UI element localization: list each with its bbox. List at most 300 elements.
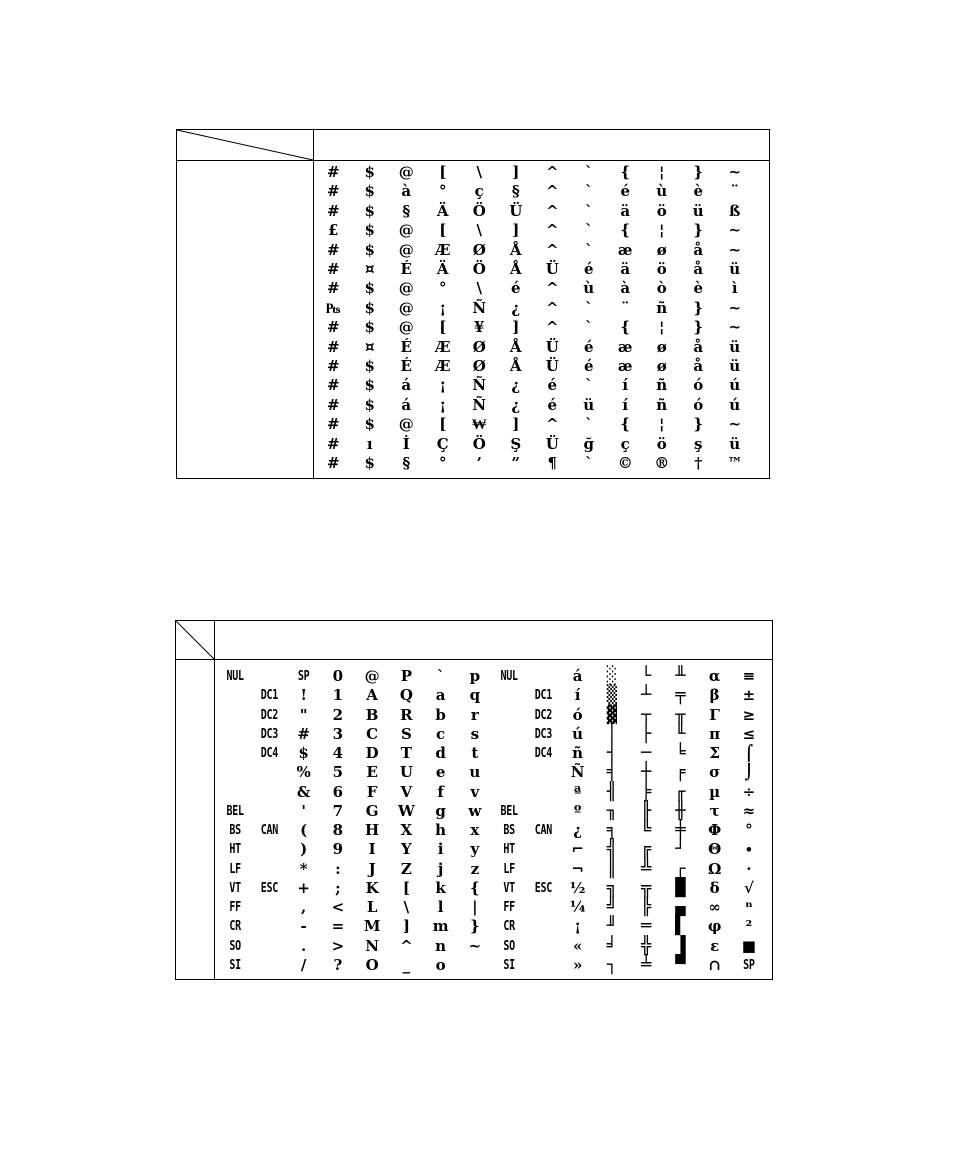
- table2-cell-r10-c5: Z: [400, 859, 412, 878]
- table2-cell-r4-c2: $: [298, 744, 309, 762]
- table1-cell-r4-c7: `: [585, 240, 593, 259]
- table2-cell-r9-c10: ⌐: [571, 840, 584, 859]
- table2-cell-r7-c5: W: [397, 801, 415, 820]
- table2-cell-r4-c3: 4: [332, 744, 344, 762]
- table1-cell-r8-c7: `: [585, 318, 593, 337]
- table2-cell-r8-c2: (: [300, 821, 308, 839]
- table2-cell-r9-c6: i: [437, 840, 444, 859]
- table2-cell-r6-c10: ª: [573, 782, 582, 801]
- table2-cell-r13-c7: }: [470, 917, 480, 936]
- table2-cell-r10-c11: ║: [606, 858, 617, 879]
- table1-cell-r12-c4: Ñ: [472, 395, 487, 414]
- table2-cell-r3-c13: ╙: [675, 723, 686, 744]
- table1-cell-r2-c1: $: [364, 201, 375, 220]
- table1-cell-r12-c11: ú: [729, 395, 741, 414]
- table2-cell-r12-c5: \: [403, 898, 410, 916]
- table2-cell-r1-c14: β: [709, 686, 720, 705]
- table1-cell-r13-c3: [: [439, 415, 447, 434]
- table1-cell-r15-c4: ’: [476, 454, 482, 472]
- table1-cell-r0-c1: $: [364, 163, 375, 181]
- table-1-label-column-rule: [313, 130, 314, 478]
- table2-cell-r11-c2: +: [297, 878, 310, 897]
- table2-cell-r15-c6: o: [435, 955, 446, 974]
- table2-cell-r1-c12: ┴: [641, 685, 652, 706]
- table1-cell-r14-c11: ü: [729, 434, 741, 453]
- table2-cell-r14-c6: n: [435, 936, 447, 955]
- table2-cell-r0-c5: P: [400, 667, 413, 685]
- table2-cell-r2-c2: ": [299, 705, 308, 724]
- table1-cell-r0-c11: ~: [728, 163, 742, 181]
- table2-cell-r11-c5: [: [402, 878, 410, 897]
- table1-cell-r11-c11: ú: [729, 376, 741, 395]
- table1-cell-r11-c1: $: [364, 376, 375, 395]
- table1-cell-r0-c3: [: [439, 163, 447, 181]
- table2-cell-r10-c6: j: [437, 859, 444, 878]
- table1-cell-r9-c6: Ü: [545, 337, 559, 356]
- table2-cell-r8-c15: °: [745, 821, 753, 839]
- table1-cell-r9-c2: É: [400, 337, 412, 356]
- table2-cell-r3-c9: DC3: [534, 726, 552, 742]
- table2-cell-r9-c15: ∙: [744, 840, 753, 859]
- table1-cell-r7-c0: ₧: [325, 298, 341, 317]
- table2-cell-r3-c12: ├: [641, 723, 652, 744]
- table1-cell-r12-c0: #: [326, 395, 340, 414]
- table1-cell-r0-c9: ¦: [659, 163, 665, 181]
- table1-cell-r1-c4: ç: [474, 182, 484, 201]
- table2-cell-r11-c12: ╦: [641, 877, 652, 898]
- table1-cell-r9-c0: #: [326, 337, 340, 356]
- table2-cell-r5-c3: 5: [332, 763, 344, 782]
- table1-cell-r5-c2: É: [400, 260, 412, 278]
- table2-cell-r12-c0: FF: [229, 900, 241, 915]
- table1-cell-r11-c0: #: [326, 376, 340, 395]
- table1-cell-r6-c8: à: [620, 279, 631, 298]
- table2-cell-r4-c15: ⌠: [744, 744, 754, 762]
- table1-cell-r9-c10: å: [693, 337, 704, 356]
- table2-cell-r0-c10: á: [572, 667, 583, 685]
- table2-cell-r10-c15: ·: [746, 859, 752, 878]
- table1-cell-r5-c6: Ü: [545, 260, 559, 278]
- table2-cell-r6-c6: f: [437, 782, 444, 801]
- table2-cell-r9-c5: Y: [401, 840, 412, 859]
- table2-cell-r0-c15: ≡: [742, 667, 756, 685]
- table1-cell-r3-c3: [: [439, 221, 447, 240]
- table2-cell-r9-c13: ┘: [675, 839, 686, 860]
- table1-cell-r8-c11: ~: [728, 318, 742, 337]
- table2-cell-r6-c4: F: [366, 782, 378, 801]
- table1-cell-r4-c4: Ø: [472, 240, 486, 259]
- table1-cell-r11-c2: á: [401, 376, 412, 395]
- table1-cell-r11-c5: ¿: [511, 376, 521, 395]
- table1-cell-r15-c0: #: [326, 454, 340, 472]
- table2-cell-r1-c5: Q: [399, 686, 413, 705]
- table2-cell-r3-c11: │: [606, 723, 617, 744]
- table2-cell-r5-c10: Ñ: [570, 763, 585, 782]
- table2-cell-r6-c7: v: [470, 782, 480, 801]
- table1-cell-r13-c11: ~: [728, 415, 742, 434]
- table1-cell-r8-c5: ]: [512, 318, 520, 337]
- table2-cell-r8-c3: 8: [332, 821, 344, 839]
- table1-cell-r4-c5: Å: [509, 240, 522, 259]
- table1-cell-r9-c7: é: [583, 337, 594, 356]
- table-2-grid: [218, 667, 766, 975]
- table2-cell-r3-c14: π: [709, 724, 721, 743]
- table2-cell-r2-c11: ▓: [606, 704, 617, 725]
- table1-cell-r13-c8: {: [620, 415, 631, 434]
- table2-cell-r12-c12: ╠: [641, 897, 652, 917]
- table2-cell-r15-c12: ╧: [641, 954, 652, 975]
- table2-cell-r9-c9: [526, 840, 560, 859]
- table2-cell-r12-c3: <: [331, 898, 345, 916]
- table2-cell-r7-c8: BEL: [500, 803, 518, 819]
- table2-cell-r7-c3: 7: [332, 801, 344, 820]
- table2-cell-r3-c3: 3: [332, 724, 344, 743]
- table2-cell-r11-c13: █: [675, 877, 686, 898]
- table2-cell-r7-c10: º: [573, 801, 582, 820]
- table2-cell-r6-c14: µ: [709, 782, 721, 801]
- table1-cell-r14-c9: ö: [656, 434, 667, 453]
- table2-cell-r8-c1: CAN: [260, 823, 278, 838]
- table1-cell-r9-c11: ü: [729, 337, 741, 356]
- table1-cell-r12-c9: ñ: [656, 395, 668, 414]
- table1-cell-r15-c9: ®: [654, 454, 670, 472]
- table1-cell-r15-c6: ¶: [547, 454, 558, 472]
- table1-cell-r0-c10: }: [693, 163, 704, 181]
- table2-cell-r14-c7: ~: [468, 936, 482, 955]
- table2-cell-r7-c6: g: [435, 801, 446, 820]
- table2-cell-r1-c4: A: [366, 686, 378, 705]
- table2-cell-r0-c6: `: [436, 667, 445, 685]
- table2-cell-r2-c3: 2: [332, 705, 344, 724]
- table2-cell-r7-c0: BEL: [226, 803, 244, 819]
- table2-cell-r0-c3: 0: [332, 667, 344, 685]
- table1-cell-r7-c11: ~: [728, 298, 742, 317]
- table1-cell-r0-c0: #: [326, 163, 340, 181]
- table1-cell-r14-c0: #: [326, 434, 340, 453]
- table2-cell-r4-c7: t: [471, 744, 479, 762]
- table1-cell-r4-c2: @: [398, 240, 414, 259]
- table2-cell-r13-c11: ╜: [606, 916, 617, 937]
- table1-cell-r1-c5: §: [511, 182, 520, 201]
- table2-cell-r14-c10: «: [572, 936, 583, 955]
- table2-cell-r2-c12: ┬: [641, 704, 652, 725]
- table2-cell-r1-c10: í: [574, 686, 581, 705]
- table1-cell-r1-c8: é: [620, 182, 631, 201]
- table2-cell-r15-c13: ▀: [675, 954, 686, 975]
- table1-cell-r6-c0: #: [326, 279, 340, 298]
- table1-cell-r11-c3: ¡: [439, 376, 447, 395]
- table2-cell-r3-c7: s: [470, 724, 480, 743]
- table1-cell-r1-c11: ¨: [731, 182, 739, 201]
- table1-cell-r13-c10: }: [693, 415, 704, 434]
- table2-cell-r7-c11: ╖: [606, 800, 617, 821]
- table1-cell-r13-c2: @: [398, 415, 414, 434]
- table2-cell-r15-c3: ?: [333, 955, 343, 974]
- table2-cell-r4-c12: ─: [641, 743, 652, 763]
- table2-cell-r10-c4: J: [368, 859, 376, 878]
- table2-cell-r8-c11: ╕: [606, 820, 617, 840]
- table1-cell-r15-c1: $: [364, 454, 375, 472]
- table1-cell-r4-c10: å: [693, 240, 704, 259]
- table2-cell-r9-c0: HT: [229, 842, 241, 858]
- table2-cell-r4-c1: DC4: [260, 746, 278, 761]
- table2-cell-r15-c11: ┐: [606, 954, 617, 975]
- table1-cell-r0-c8: {: [620, 163, 631, 181]
- table2-cell-r5-c9: [526, 763, 560, 782]
- table2-cell-r0-c7: p: [469, 667, 481, 685]
- table2-cell-r10-c10: ¬: [571, 859, 584, 878]
- table1-cell-r13-c0: #: [326, 415, 340, 434]
- table2-cell-r0-c13: ╨: [675, 666, 686, 686]
- table2-cell-r8-c12: ╚: [641, 820, 652, 840]
- table1-cell-r8-c0: #: [326, 318, 340, 337]
- table2-cell-r5-c5: U: [399, 763, 413, 782]
- table2-cell-r10-c7: z: [470, 859, 480, 878]
- table1-cell-r10-c2: É: [400, 357, 412, 375]
- table1-cell-r4-c8: æ: [617, 240, 633, 259]
- table1-cell-r7-c4: Ñ: [472, 298, 487, 317]
- table2-cell-r4-c4: D: [365, 744, 379, 762]
- table2-cell-r12-c11: ╝: [606, 897, 617, 917]
- table2-cell-r3-c8: [492, 725, 526, 744]
- table2-cell-r11-c0: VT: [229, 880, 241, 896]
- table2-cell-r7-c12: ╟: [641, 800, 652, 821]
- table1-cell-r12-c1: $: [364, 395, 375, 414]
- table2-cell-r2-c14: Γ: [709, 705, 720, 724]
- table2-cell-r6-c5: V: [400, 782, 413, 801]
- table2-cell-r2-c9: DC2: [534, 707, 552, 723]
- table2-cell-r11-c1: ESC: [260, 880, 278, 896]
- table1-cell-r8-c1: $: [364, 318, 375, 337]
- table1-cell-r1-c6: ^: [545, 182, 559, 201]
- table1-cell-r3-c5: ]: [512, 221, 520, 240]
- table2-cell-r5-c14: σ: [709, 763, 721, 782]
- table1-cell-r4-c1: $: [364, 240, 375, 259]
- table2-cell-r8-c6: h: [435, 821, 447, 839]
- table2-cell-r15-c15: SP: [743, 957, 755, 973]
- table1-cell-r8-c10: }: [693, 318, 704, 337]
- table2-cell-r2-c13: ╥: [675, 704, 686, 725]
- table2-cell-r5-c11: ╡: [606, 762, 617, 783]
- table2-cell-r13-c12: ═: [641, 916, 652, 937]
- table1-cell-r10-c3: Æ: [434, 357, 451, 375]
- table1-cell-r3-c7: `: [585, 221, 593, 240]
- table2-cell-r15-c8: SI: [503, 957, 515, 973]
- table2-cell-r3-c4: C: [366, 724, 379, 743]
- table2-cell-r12-c1: [252, 898, 286, 917]
- table1-cell-r3-c2: @: [398, 221, 414, 240]
- table1-cell-r0-c2: @: [398, 163, 414, 181]
- table2-cell-r0-c2: SP: [297, 669, 310, 684]
- table1-cell-r15-c2: §: [402, 454, 411, 472]
- table2-cell-r4-c10: ñ: [572, 744, 584, 762]
- table2-cell-r15-c7: [458, 956, 492, 975]
- table2-cell-r9-c4: I: [368, 840, 376, 859]
- table2-cell-r13-c3: =: [331, 917, 345, 936]
- table2-cell-r9-c1: [252, 840, 286, 859]
- table2-cell-r3-c1: DC3: [260, 726, 278, 742]
- table1-cell-r6-c6: ^: [545, 279, 559, 298]
- table1-cell-r13-c5: ]: [512, 415, 520, 434]
- table1-cell-r6-c5: é: [510, 279, 521, 298]
- table2-cell-r14-c15: ■: [741, 936, 756, 955]
- table1-cell-r14-c4: Ö: [472, 434, 486, 453]
- table1-cell-r6-c9: ò: [656, 279, 667, 298]
- table1-cell-r1-c3: °: [439, 182, 447, 201]
- table2-cell-r5-c13: ╒: [675, 762, 686, 783]
- table1-cell-r14-c10: ş: [694, 434, 703, 453]
- table2-cell-r15-c2: /: [300, 955, 307, 974]
- table2-cell-r12-c7: |: [472, 898, 478, 916]
- table2-cell-r13-c9: [526, 917, 560, 936]
- table1-cell-r7-c1: $: [364, 298, 375, 317]
- table2-cell-r8-c0: BS: [229, 823, 241, 838]
- table2-cell-r13-c5: ]: [402, 917, 410, 936]
- table1-cell-r0-c4: \: [476, 163, 482, 181]
- table1-cell-r12-c3: ¡: [439, 395, 447, 414]
- table2-cell-r5-c6: e: [435, 763, 446, 782]
- table1-cell-r15-c3: °: [439, 454, 447, 472]
- table1-cell-r12-c6: é: [547, 395, 558, 414]
- table1-cell-r15-c11: ™: [727, 454, 743, 472]
- table2-cell-r14-c12: ╬: [641, 935, 652, 956]
- table1-cell-r1-c1: $: [364, 182, 375, 201]
- table1-cell-r13-c1: $: [364, 415, 375, 434]
- table2-cell-r5-c7: u: [469, 763, 481, 782]
- table1-cell-r14-c7: ğ: [583, 434, 594, 453]
- table1-cell-r10-c0: #: [326, 357, 340, 375]
- table2-cell-r8-c7: x: [470, 821, 480, 839]
- table2-cell-r0-c4: @: [364, 667, 380, 685]
- table2-cell-r6-c11: ╢: [606, 781, 617, 802]
- table1-cell-r2-c9: ö: [656, 201, 667, 220]
- table1-cell-r14-c6: Ü: [545, 434, 559, 453]
- character-table-2: [175, 620, 773, 980]
- table2-cell-r11-c3: ;: [335, 878, 341, 897]
- table2-cell-r11-c10: ½: [569, 878, 586, 897]
- table1-cell-r0-c5: ]: [512, 163, 520, 181]
- table2-cell-r0-c14: α: [708, 667, 721, 685]
- table2-cell-r7-c7: w: [468, 801, 482, 820]
- table2-cell-r12-c4: L: [366, 898, 378, 916]
- table-1-header-rule: [177, 160, 769, 161]
- table2-cell-r1-c15: ±: [742, 686, 756, 705]
- table1-cell-r0-c6: ^: [545, 163, 559, 181]
- table2-cell-r8-c14: Φ: [708, 821, 722, 839]
- table2-cell-r11-c14: δ: [709, 878, 720, 897]
- table1-cell-r7-c10: }: [693, 298, 704, 317]
- table2-cell-r2-c8: [492, 706, 526, 725]
- table1-cell-r4-c0: #: [326, 240, 340, 259]
- table1-cell-r2-c7: `: [585, 201, 593, 220]
- table2-cell-r8-c13: ╪: [675, 820, 686, 840]
- table2-cell-r14-c0: SO: [229, 938, 241, 954]
- table2-cell-r0-c12: └: [641, 666, 652, 686]
- table2-cell-r9-c7: y: [470, 840, 480, 859]
- table1-cell-r3-c6: ^: [545, 221, 559, 240]
- table2-cell-r13-c4: M: [363, 917, 381, 936]
- table1-cell-r3-c1: $: [364, 221, 375, 240]
- table1-cell-r2-c11: ß: [729, 201, 741, 220]
- table2-cell-r7-c14: τ: [709, 801, 720, 820]
- table-1-header-diagonal: [177, 130, 313, 161]
- table1-cell-r2-c6: ^: [545, 201, 559, 220]
- table2-cell-r2-c10: ó: [572, 705, 583, 724]
- table2-cell-r1-c3: 1: [332, 686, 344, 705]
- table2-cell-r3-c10: ú: [572, 724, 584, 743]
- table1-cell-r2-c4: Ö: [472, 201, 486, 220]
- table2-cell-r1-c11: ▒: [606, 685, 617, 706]
- table2-cell-r15-c9: [526, 956, 560, 975]
- table2-cell-r13-c14: φ: [707, 917, 722, 936]
- table1-cell-r3-c0: £: [328, 221, 339, 240]
- table2-cell-r14-c2: .: [301, 936, 307, 955]
- table2-cell-r15-c4: O: [365, 955, 379, 974]
- table2-cell-r5-c12: ┼: [641, 762, 652, 783]
- table1-cell-r7-c3: ¡: [439, 298, 447, 317]
- table2-cell-r4-c9: DC4: [534, 746, 552, 761]
- table1-cell-r14-c2: İ: [402, 434, 410, 453]
- table1-cell-r10-c8: æ: [617, 357, 633, 375]
- table2-cell-r12-c8: FF: [503, 900, 515, 915]
- table2-cell-r8-c10: ¿: [573, 821, 583, 839]
- table2-cell-r10-c14: Ω: [707, 859, 722, 878]
- table1-cell-r3-c4: \: [476, 221, 482, 240]
- table2-cell-r9-c2: ): [300, 840, 308, 859]
- table1-cell-r11-c4: Ñ: [472, 376, 487, 395]
- table1-cell-r5-c3: Ä: [436, 260, 449, 278]
- table2-cell-r1-c1: DC1: [260, 688, 278, 704]
- table1-cell-r11-c8: í: [622, 376, 629, 395]
- table1-cell-r9-c1: ¤: [364, 337, 375, 356]
- table2-cell-r5-c0: [218, 763, 252, 782]
- table2-cell-r14-c9: [526, 937, 560, 956]
- table1-cell-r4-c3: Æ: [434, 240, 451, 259]
- table2-cell-r1-c7: q: [469, 686, 481, 705]
- table1-cell-r9-c4: Ø: [472, 337, 486, 356]
- table2-cell-r8-c9: CAN: [534, 823, 552, 838]
- table2-cell-r3-c6: c: [436, 724, 446, 743]
- table1-cell-r1-c9: ù: [656, 182, 668, 201]
- table1-cell-r10-c11: ü: [729, 357, 741, 375]
- table2-cell-r1-c6: a: [435, 686, 446, 705]
- table1-cell-r7-c7: `: [585, 298, 593, 317]
- table1-cell-r4-c9: ø: [656, 240, 667, 259]
- table1-cell-r13-c6: ^: [545, 415, 559, 434]
- table1-cell-r14-c3: Ç: [436, 434, 449, 453]
- table2-cell-r6-c2: &: [296, 782, 311, 801]
- table1-cell-r6-c1: $: [364, 279, 375, 298]
- table2-cell-r9-c3: 9: [332, 840, 344, 859]
- table2-cell-r7-c15: ≈: [742, 801, 756, 820]
- table-2-label-column-rule: [214, 621, 215, 979]
- table2-cell-r3-c0: [218, 725, 252, 744]
- table2-cell-r4-c5: T: [400, 744, 412, 762]
- table2-cell-r4-c11: ┤: [606, 743, 617, 763]
- table2-cell-r12-c2: ,: [301, 898, 307, 916]
- table2-cell-r14-c1: [252, 937, 286, 956]
- table2-cell-r10-c12: ╩: [641, 858, 652, 879]
- table1-cell-r8-c4: ¥: [474, 318, 485, 337]
- table1-cell-r1-c2: à: [401, 182, 412, 201]
- table1-cell-r11-c10: ó: [693, 376, 704, 395]
- table2-cell-r14-c5: ^: [400, 936, 413, 955]
- table2-cell-r13-c15: ²: [745, 917, 753, 936]
- table2-cell-r11-c11: ╗: [606, 877, 617, 898]
- table2-cell-r11-c4: K: [365, 878, 379, 897]
- table1-cell-r3-c11: ~: [728, 221, 742, 240]
- table1-cell-r5-c8: ä: [620, 260, 631, 278]
